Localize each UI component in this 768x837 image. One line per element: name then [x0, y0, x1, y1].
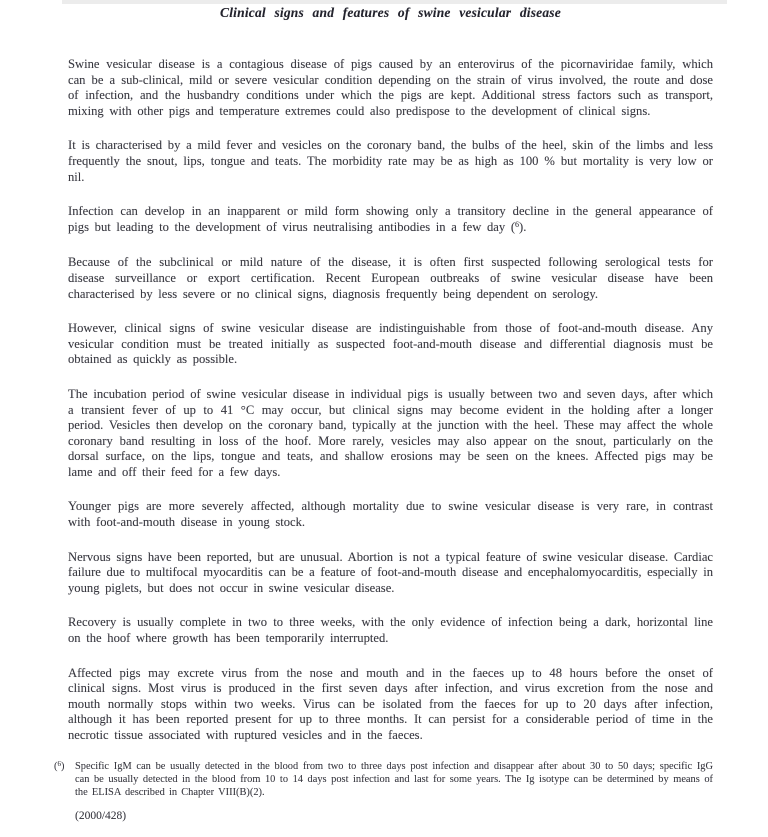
- footnote-marker-open: (: [54, 760, 58, 772]
- footnote-reference-open: (: [505, 219, 516, 234]
- paragraph: [68, 204, 713, 236]
- document-number: (2000/428): [75, 809, 127, 822]
- paragraph: Because of the subclinical or mild nature of the disease, it is often first suspected following serological tests for disease surveillance or export certification. Recent European outbreaks of swine vesicular disease have been characterised by less severe or no clinical signs, diagnosis frequently being dependent on serology.: [68, 255, 713, 301]
- footnote-reference: [505, 220, 526, 234]
- scan-artifact-bar: [62, 0, 727, 4]
- page-title: Clinical signs and features of swine vesicular disease: [220, 5, 561, 20]
- paragraph: Swine vesicular disease is a contagious disease of pigs caused by an enterovirus of the picornaviridae family, which can be a sub-clinical, mild or severe vesicular condition depending on the strain of virus involved, the route and dose of infection, and the husbandry conditions under which the pigs are kept. Additional stress factors such as transport, mixing with other pigs and temperature extremes could also predispose to the development of clinical signs.: [68, 57, 713, 118]
- paragraph: It is characterised by a mild fever and vesicles on the coronary band, the bulbs of the heel, skin of the limbs and less frequently the snout, lips, tongue and teats. The morbidity rate may be as high as 100 % but mortality is very low or nil.: [68, 138, 713, 184]
- footnote-marker-number: 6: [57, 759, 61, 768]
- footnote-reference-number: 6: [515, 219, 520, 229]
- paragraph: Affected pigs may excrete virus from the nose and mouth and in the faeces up to 48 hours before the onset of clinical signs. Most virus is produced in the first seven days after infection, and virus excretion from the nose and mouth normally stops within two weeks. Virus can be isolated from the faeces for up to 20 days after infection, although it has been reported present for up to three months. It can persist for a considerable period of time in the necrotic tissue associated with ruptured vesicles and in the faeces.: [68, 665, 713, 742]
- footnote: [54, 760, 713, 799]
- paragraph: Younger pigs are more severely affected, although mortality due to swine vesicular disease is very rare, in contrast with foot-and-mouth disease in young stock.: [68, 499, 713, 530]
- paragraph-text: Infection can develop in an inapparent or mild form showing only a transitory decline in the general appearance of pigs but leading to the development of virus neutralising antibodies in a few day: [68, 204, 713, 234]
- footnote-text: Specific IgM can be usually detected in the blood from two to three days post infection and disappear after about 30 to 50 days; specific IgG can be usually detected in the blood from 10 to 14 days post infection and last for some years. The Ig isotype can be determined by means of the ELISA described in Chapter VIII(B)(2).: [75, 760, 713, 798]
- paragraph: Nervous signs have been reported, but are unusual. Abortion is not a typical feature of swine vesicular disease. Cardiac failure due to multifocal myocarditis can be a feature of foot-and-mouth disease and encephalomyocarditis, especially in young piglets, but does not occur in swine vesicular disease.: [68, 549, 713, 595]
- footnote-marker-close: ): [60, 760, 65, 772]
- paragraph: The incubation period of swine vesicular disease in individual pigs is usually between two and seven days, after which a transient fever of up to 41 °C may occur, but clinical signs may become evident in the holding after a longer period. Vesicles then develop on the coronary band, typically at the junction with the heel. These may affect the whole coronary band resulting in loss of the hoof. More rarely, vesicles may also appear on the snout, particularly on the dorsal surface, on the lips, tongue and teats, and shallow erosions may be seen on the knees. Affected pigs may be lame and off their feed for a few days.: [68, 386, 713, 479]
- paragraph: Recovery is usually complete in two to three weeks, with the only evidence of infection being a dark, horizontal line on the hoof where growth has been temporarily interrupted.: [68, 615, 713, 646]
- footnote-marker: [54, 760, 75, 799]
- document-content: [54, 5, 713, 822]
- footnote-reference-close: ).: [519, 219, 527, 234]
- paragraph: However, clinical signs of swine vesicular disease are indistinguishable from those of foot-and-mouth disease. Any vesicular condition must be treated initially as suspected foot-and-mouth disease and differential diagnosis must be obtained as quickly as possible.: [68, 321, 713, 367]
